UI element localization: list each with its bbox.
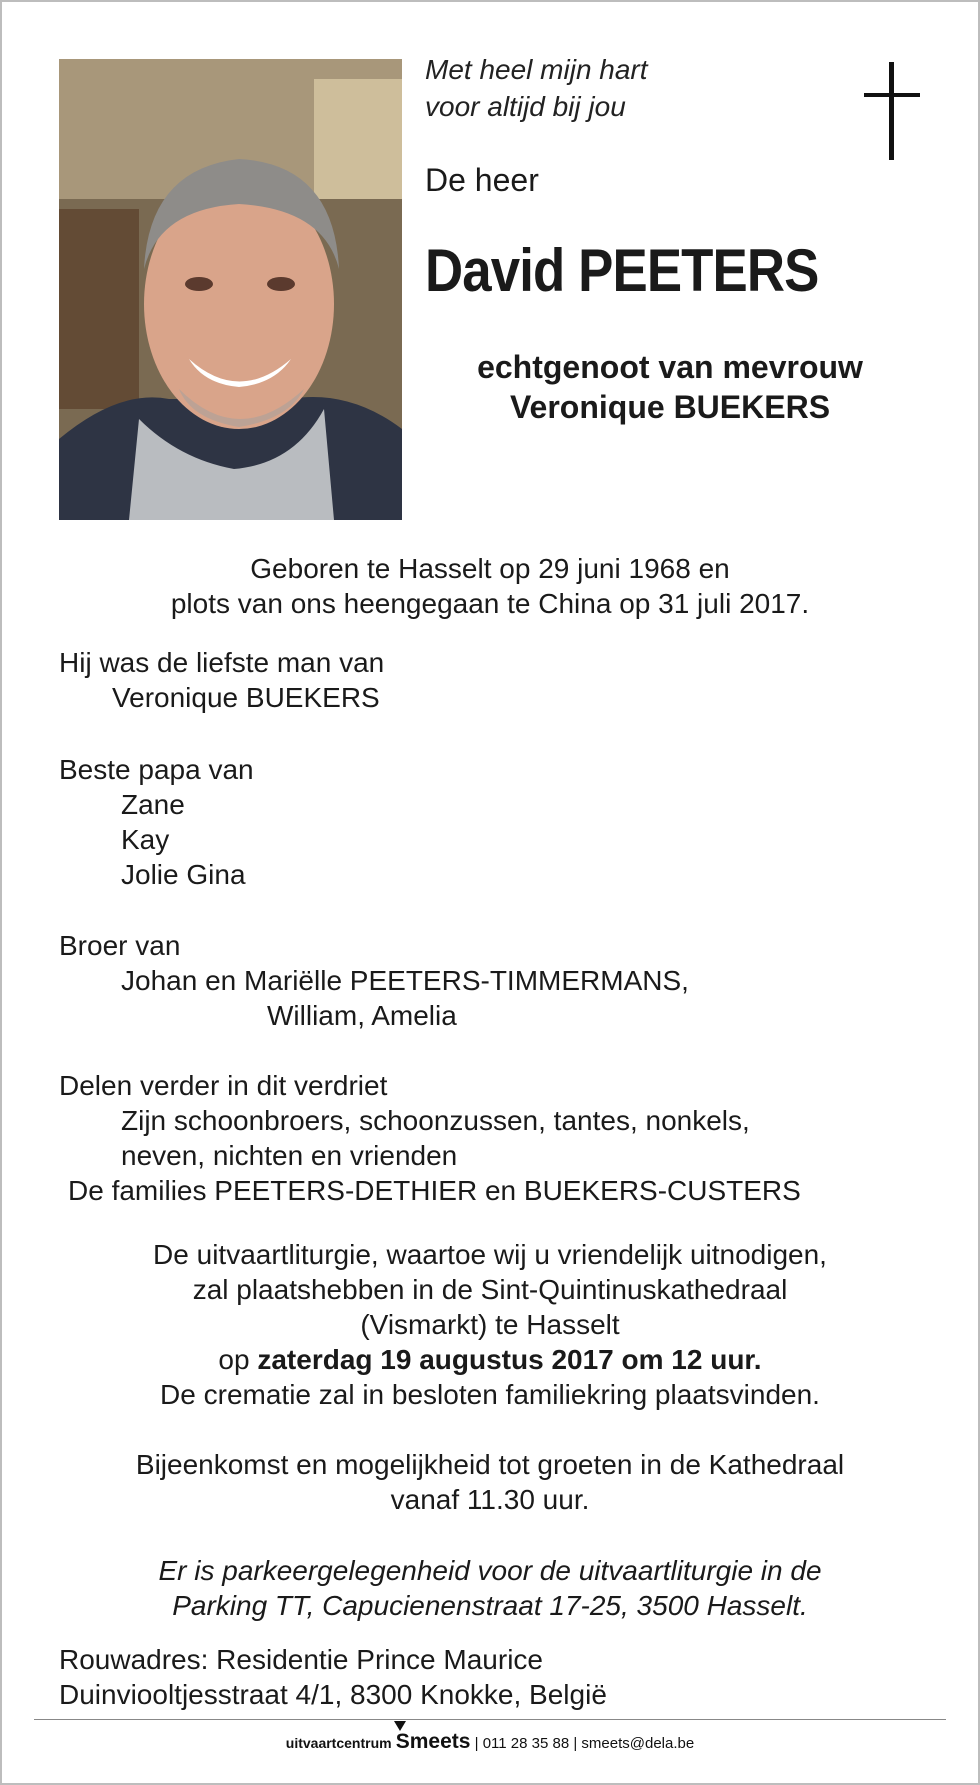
liturgy-line-2: zal plaatshebben in de Sint-Quintinuskathedraal — [192, 1274, 788, 1305]
motto-line-1: Met heel mijn hart — [425, 54, 648, 85]
footer — [0, 1730, 980, 1754]
husband-name: Veronique BUEKERS — [112, 682, 380, 713]
gathering-line-2: vanaf 11.30 uur. — [390, 1484, 590, 1515]
parking-line-1: Er is parkeergelegenheid voor de uitvaartliturgie in de — [158, 1555, 822, 1586]
footer-email[interactable]: smeets@dela.be — [581, 1735, 695, 1752]
husband-heading: Hij was de liefste man van — [59, 647, 385, 678]
footer-brand: Smeets — [395, 1730, 471, 1753]
child-item: Zane — [121, 789, 185, 820]
spouse-line-1: echtgenoot van mevrouw — [477, 349, 863, 385]
liturgy-line-5: De crematie zal in besloten familiekring plaatsvinden. — [160, 1379, 820, 1410]
grief-line-2: neven, nichten en vrienden — [121, 1140, 458, 1171]
brother-line-2: William, Amelia — [267, 1000, 457, 1031]
spouse-line-2: Veronique BUEKERS — [509, 389, 831, 425]
deceased-name: David PEETERS — [425, 237, 819, 304]
child-item: Kay — [121, 824, 170, 855]
footer-divider — [34, 1719, 946, 1720]
footer-prefix: uitvaartcentrum — [285, 1735, 392, 1751]
parking-line-2: Parking TT, Capucienenstraat 17-25, 3500 Hasselt. — [172, 1590, 808, 1621]
liturgy-date: zaterdag 19 augustus 2017 om 12 uur. — [257, 1344, 762, 1375]
grief-line-1: Zijn schoonbroers, schoonzussen, tantes, nonkels, — [121, 1105, 750, 1136]
motto-line-2: voor altijd bij jou — [425, 91, 626, 122]
gathering-line-1: Bijeenkomst en mogelijkheid tot groeten in de Kathedraal — [135, 1449, 845, 1480]
liturgy-line-3: (Vismarkt) te Hasselt — [360, 1309, 620, 1340]
grief-line-3: De families PEETERS-DETHIER en BUEKERS-CUSTERS — [68, 1175, 801, 1206]
birth-death-line-2: plots van ons heengegaan te China op 31 juli 2017. — [170, 588, 810, 619]
spouse-block — [440, 347, 900, 427]
father-heading: Beste papa van — [59, 754, 254, 785]
triangle-marker-icon — [394, 1721, 406, 1731]
address-line-2: Duinviooltjesstraat 4/1, 8300 Knokke, België — [59, 1679, 607, 1710]
liturgy-line-1: De uitvaartliturgie, waartoe wij u vriendelijk uitnodigen, — [153, 1239, 827, 1270]
salutation: De heer — [425, 162, 539, 198]
brother-heading: Broer van — [59, 930, 181, 961]
brother-line-1: Johan en Mariëlle PEETERS-TIMMERMANS, — [121, 965, 689, 996]
liturgy-date-prefix: op — [218, 1344, 250, 1375]
child-item: Jolie Gina — [121, 859, 246, 890]
birth-death-line-1: Geboren te Hasselt op 29 juni 1968 en — [250, 553, 730, 584]
footer-phone: | 011 28 35 88 | — [474, 1735, 578, 1752]
address-line-1: Rouwadres: Residentie Prince Maurice — [59, 1644, 543, 1675]
portrait-photo — [59, 59, 402, 520]
grief-heading: Delen verder in dit verdriet — [59, 1070, 388, 1101]
liturgy-line-4 — [0, 1343, 980, 1377]
cross-icon — [864, 62, 920, 160]
